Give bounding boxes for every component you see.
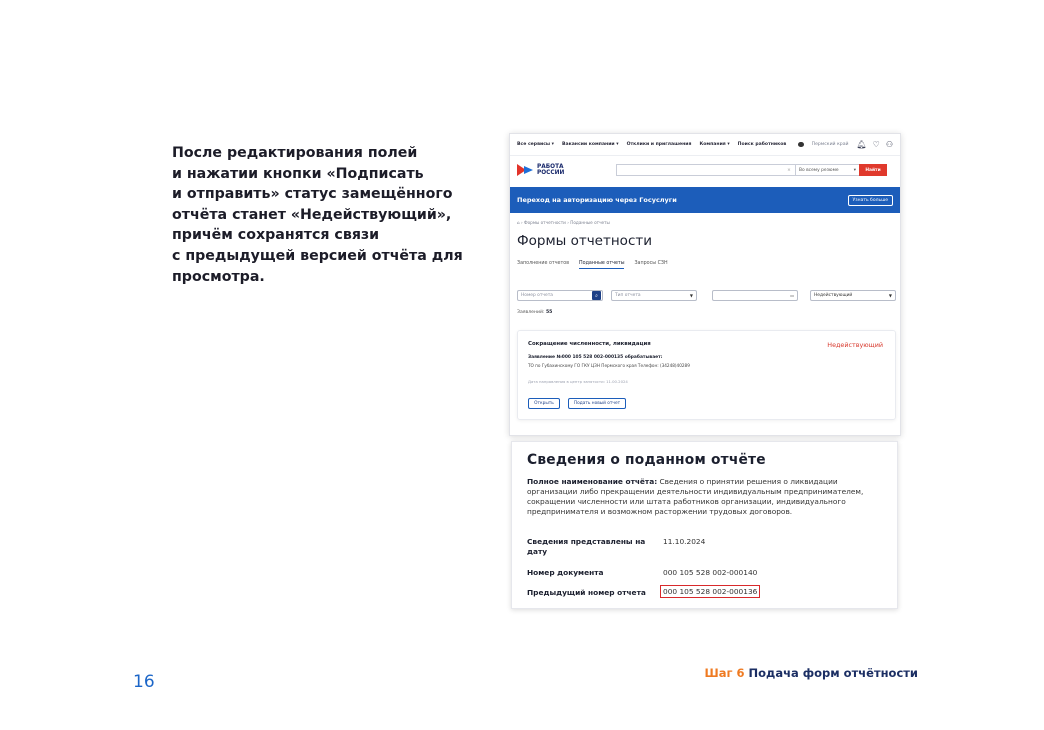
region-selector[interactable]: Пермский край bbox=[811, 142, 849, 147]
status-badge: Недействующий bbox=[827, 341, 883, 349]
report-full-name-label: Полное наименование отчёта: bbox=[527, 477, 658, 486]
highlighted-previous-number: 000 105 528 002-000136 bbox=[660, 585, 760, 598]
report-number-placeholder: Номер отчета bbox=[521, 293, 553, 298]
search-scope-value: Во всему резюме bbox=[799, 167, 839, 173]
search-icon[interactable]: ⌕ bbox=[592, 291, 601, 300]
intro-line: с предыдущей версией отчёта для bbox=[172, 247, 463, 264]
banner-text: Переход на авторизацию через Госуслуги bbox=[517, 196, 677, 204]
detail-value: 11.10.2024 bbox=[663, 537, 706, 546]
report-card-application: Заявление №000 105 528 002-000135 обрабатывает: bbox=[528, 355, 663, 360]
nav-all-services[interactable]: Все сервисы ▾ bbox=[517, 142, 554, 147]
tab-szn-requests[interactable]: Запросы СЗН bbox=[634, 261, 668, 266]
heart-icon[interactable]: ♡ bbox=[872, 140, 880, 149]
report-card bbox=[517, 330, 896, 420]
search-bar bbox=[616, 164, 887, 176]
clear-icon[interactable]: × bbox=[787, 167, 791, 173]
page-title: Формы отчетности bbox=[517, 233, 652, 249]
applications-count bbox=[517, 310, 552, 315]
logo[interactable] bbox=[517, 163, 603, 177]
logo-line: РАБОТА bbox=[537, 164, 564, 170]
detail-value: 000 105 528 002-000140 bbox=[663, 568, 758, 577]
tab-submitted-reports[interactable]: Поданные отчеты bbox=[579, 261, 624, 269]
filters bbox=[517, 290, 896, 302]
detail-label: Номер документа bbox=[527, 568, 604, 577]
eye-icon[interactable] bbox=[798, 142, 803, 147]
tabs bbox=[517, 261, 668, 269]
status-select-value: Недействующий bbox=[814, 293, 853, 298]
logo-line: РОССИИ bbox=[537, 170, 565, 176]
footer-step: Шаг 6 bbox=[704, 666, 745, 680]
intro-line: отчёта станет «Недействующий», bbox=[172, 206, 452, 223]
report-number-input[interactable] bbox=[517, 290, 603, 301]
nav-find-workers[interactable]: Поиск работников bbox=[737, 142, 787, 147]
report-card-office: ТО по Губахинскому ГО ГКУ ЦЗН Пермского края Телефон: (34248)40289 bbox=[528, 363, 690, 368]
gosuslugi-banner bbox=[510, 187, 900, 213]
site-header bbox=[510, 156, 900, 184]
intro-line: и отправить» статус замещённого bbox=[172, 186, 453, 203]
page-number: 16 bbox=[133, 672, 155, 692]
report-details-panel bbox=[511, 441, 898, 609]
search-input[interactable] bbox=[617, 165, 783, 175]
count-value: 55 bbox=[545, 310, 553, 315]
intro-line: После редактирования полей bbox=[172, 145, 418, 161]
detail-label: Сведения представлены на дату bbox=[527, 537, 646, 556]
date-input[interactable] bbox=[712, 290, 798, 301]
footer-name: Подача форм отчётности bbox=[748, 666, 918, 680]
reports-screenshot bbox=[509, 133, 901, 436]
top-nav bbox=[510, 134, 900, 156]
search-scope-select[interactable] bbox=[795, 165, 859, 175]
breadcrumb[interactable]: ⌂ › Формы отчетности › Поданные отчеты bbox=[517, 220, 610, 225]
bell-icon[interactable]: 🔔︎ bbox=[856, 140, 867, 149]
count-label: Заявлений: bbox=[517, 310, 545, 315]
report-full-name bbox=[527, 477, 889, 517]
report-type-select[interactable] bbox=[611, 290, 697, 301]
status-select[interactable] bbox=[810, 290, 896, 301]
chevron-down-icon: ▼ bbox=[888, 293, 892, 298]
report-card-title: Сокращение численности, ликвидация bbox=[528, 341, 651, 347]
user-icon[interactable]: ⚇ bbox=[885, 140, 893, 149]
submit-new-report-button[interactable]: Подать новый отчет bbox=[568, 398, 626, 409]
logo-mark-icon bbox=[517, 163, 534, 177]
chevron-down-icon: ▼ bbox=[689, 293, 693, 298]
footer-section-title bbox=[705, 666, 919, 680]
learn-more-button[interactable]: Узнать больше bbox=[848, 195, 893, 206]
intro-line: просмотра. bbox=[172, 268, 265, 285]
nav-responses[interactable]: Отклики и приглашения bbox=[626, 142, 692, 147]
report-full-name-value: Сведения о принятии решения о ликвидации организации либо прекращении деятельности индивидуальным предпринимателем, сокращении численности или штата работников организации, индивидуального предпринимателя и возможном расторжении трудовых договоров. bbox=[527, 477, 864, 516]
calendar-icon[interactable]: ▭ bbox=[790, 293, 794, 298]
panel-title: Сведения о поданном отчёте bbox=[527, 452, 766, 468]
nav-company[interactable]: Компания ▾ bbox=[699, 142, 730, 147]
open-button[interactable]: Открыть bbox=[528, 398, 560, 409]
chevron-down-icon: ▾ bbox=[853, 167, 856, 173]
report-card-date: Дата направления в центр занятости: 11.00.2024 bbox=[528, 379, 628, 384]
detail-label: Предыдущий номер отчета bbox=[527, 588, 646, 597]
search-button[interactable]: Найти bbox=[859, 164, 887, 176]
intro-line: и нажатии кнопки «Подписать bbox=[172, 165, 424, 182]
intro-line: причём сохранятся связи bbox=[172, 227, 380, 244]
report-type-placeholder: Тип отчета bbox=[615, 293, 641, 298]
intro-text bbox=[172, 143, 462, 287]
tab-fill-reports[interactable]: Заполнение отчетов bbox=[517, 261, 570, 266]
nav-vacancies[interactable]: Вакансии компании ▾ bbox=[561, 142, 619, 147]
